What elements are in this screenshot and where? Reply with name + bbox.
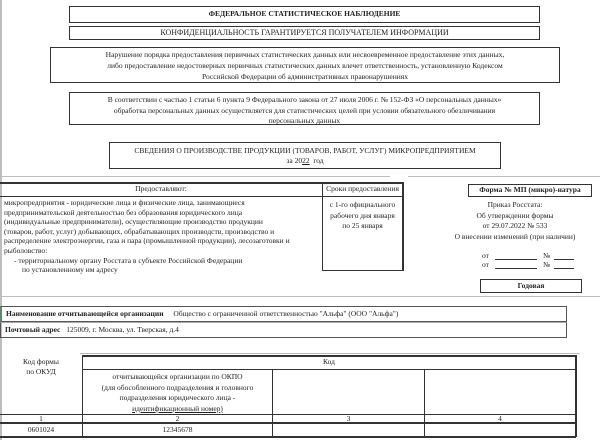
report-year <box>110 156 500 166</box>
warning-line: Нарушение порядка предоставления первичных статистических данных или несвоевременное предоставление этих данных, <box>105 50 505 59</box>
organization-name-label: Наименование отчитывающейся организации <box>6 309 164 318</box>
submitters-line: (индивидуальные предприниматели), осуществляющие производство продукции <box>4 217 263 227</box>
column-number: 4 <box>498 414 502 423</box>
okud-code-value[interactable]: 0601024 <box>27 425 55 434</box>
sheet-gridline <box>80 353 580 354</box>
column-number: 3 <box>346 414 351 423</box>
warning-line: Российской Федерации об административных правонарушениях <box>201 72 408 81</box>
number-label: № <box>542 251 551 260</box>
okpo-header-line: подразделения юридического лица - <box>119 393 236 402</box>
table-border <box>402 182 404 271</box>
code-table <box>0 355 576 438</box>
periodicity-box: Годовая <box>480 279 582 293</box>
submitters-line: предпринимательской деятельностью без образования юридического лица <box>4 207 243 217</box>
deadline-column-header: Сроки предоставления <box>326 184 399 193</box>
federal-observation-header: ФЕДЕРАЛЬНОЕ СТАТИСТИЧЕСКОЕ НАБЛЮДЕНИЕ <box>69 6 540 23</box>
submitters-line: (товаров, работ, услуг) добывающих, обрабатывающих производств, производство и <box>4 226 275 236</box>
rosstat-order <box>430 200 600 242</box>
amendment-date-field[interactable] <box>495 252 537 260</box>
deadline-line: с 1-го официального <box>329 200 396 209</box>
confidentiality-header: КОНФИДЕНЦИАЛЬНОСТЬ ГАРАНТИРУЕТСЯ ПОЛУЧАТЕЛЕМ ИНФОРМАЦИИ <box>69 26 540 40</box>
recipient-line: по установленному им адресу <box>22 265 118 275</box>
okpo-header-line: отчитывающейся организации по ОКПО <box>112 372 243 381</box>
table-border <box>575 355 577 437</box>
personal-data-line: В соответствии с частью 1 статьи 6 пункта 9 Федерального закона от 27 июля 2006 г. № 152-ФЗ «О персональных данных» <box>107 95 502 104</box>
column-number: 2 <box>175 414 180 423</box>
deadline-line: по 25 января <box>342 221 383 230</box>
submitters-description <box>4 198 322 275</box>
amendment-row <box>482 251 582 260</box>
code-column-3-value[interactable] <box>273 424 424 436</box>
okpo-header-line: идентификационный номер) <box>132 403 223 413</box>
personal-data-line: персональных данных <box>268 116 341 125</box>
form-title <box>109 142 501 169</box>
order-line: от 29.07.2022 № 533 <box>482 221 548 230</box>
warning-line: либо предоставление недостоверных первичных статистических данных влечет ответственность, установленную Кодексом <box>107 61 503 70</box>
submitters-column-header: Предоставляют: <box>135 184 187 193</box>
amendment-number-field[interactable] <box>554 261 574 269</box>
table-border <box>0 196 403 197</box>
table-border <box>0 436 576 438</box>
postal-address-label: Почтовый адрес <box>5 325 61 334</box>
form-number-box: Форма № МП (микро)-натура <box>468 184 592 197</box>
okpo-header <box>83 372 272 414</box>
from-label: от <box>482 251 489 260</box>
table-border <box>322 270 403 271</box>
from-label: от <box>482 260 489 269</box>
sheet-gridline <box>0 296 600 297</box>
personal-data-notice <box>69 92 540 125</box>
personal-data-line: обработка персональных данных осуществляется для статистических целей при условии обязательного обезличивания <box>113 105 496 115</box>
sheet-gridline <box>0 176 390 177</box>
sheet-gridline <box>408 176 600 177</box>
amendment-fields <box>482 251 582 269</box>
column-number: 1 <box>39 414 43 423</box>
liability-warning <box>50 47 560 83</box>
okpo-code-value[interactable]: 12345678 <box>162 425 193 434</box>
postal-address-value[interactable]: 125009, г. Москва, ул. Тверская, д.4 <box>66 325 179 334</box>
number-label: № <box>542 260 551 269</box>
okud-header <box>0 357 82 377</box>
year-suffix: год <box>313 156 324 165</box>
deadline-line: рабочего дня января <box>330 210 395 220</box>
year-prefix: за 20 <box>286 156 303 165</box>
submitters-line: распределение электроэнергии, газа и пара (промышленной продукции), лесозаготовки и <box>4 236 290 246</box>
organization-name-value[interactable]: Общество с ограниченной ответственностью "Альфа" (ООО "Альфа") <box>173 309 399 318</box>
organization-name-row[interactable] <box>0 306 567 322</box>
code-column-4-value[interactable] <box>425 424 575 436</box>
submission-deadline <box>323 200 402 232</box>
form-title-text: СВЕДЕНИЯ О ПРОИЗВОДСТВЕ ПРОДУКЦИИ (ТОВАРОВ, РАБОТ, УСЛУГ) МИКРОПРЕДПРИЯТИЕМ <box>134 146 476 155</box>
okud-header-line: Код формы <box>23 357 59 366</box>
submitters-line: микропредприятия - юридические лица и физические лица, занимающиеся <box>4 198 245 207</box>
amendment-row <box>482 260 582 269</box>
table-border <box>82 369 576 370</box>
okpo-header-line: (для обособленного подразделения и головного <box>101 382 254 392</box>
amendment-date-field[interactable] <box>495 261 537 269</box>
order-line: Приказ Росстата: <box>487 200 543 209</box>
order-line: О внесении изменений (при наличии) <box>454 231 576 241</box>
okud-header-line: по ОКУД <box>26 367 56 376</box>
code-header: Код <box>323 357 335 366</box>
amendment-number-field[interactable] <box>554 252 574 260</box>
postal-address-row[interactable] <box>0 322 567 338</box>
year-value[interactable]: 22 <box>302 156 310 165</box>
order-line: Об утверждении формы <box>476 210 554 220</box>
submitters-line: рыболовство: <box>4 245 48 255</box>
recipient-line: - территориальному органу Росстата в субъекте Российской Федерации <box>14 255 243 265</box>
